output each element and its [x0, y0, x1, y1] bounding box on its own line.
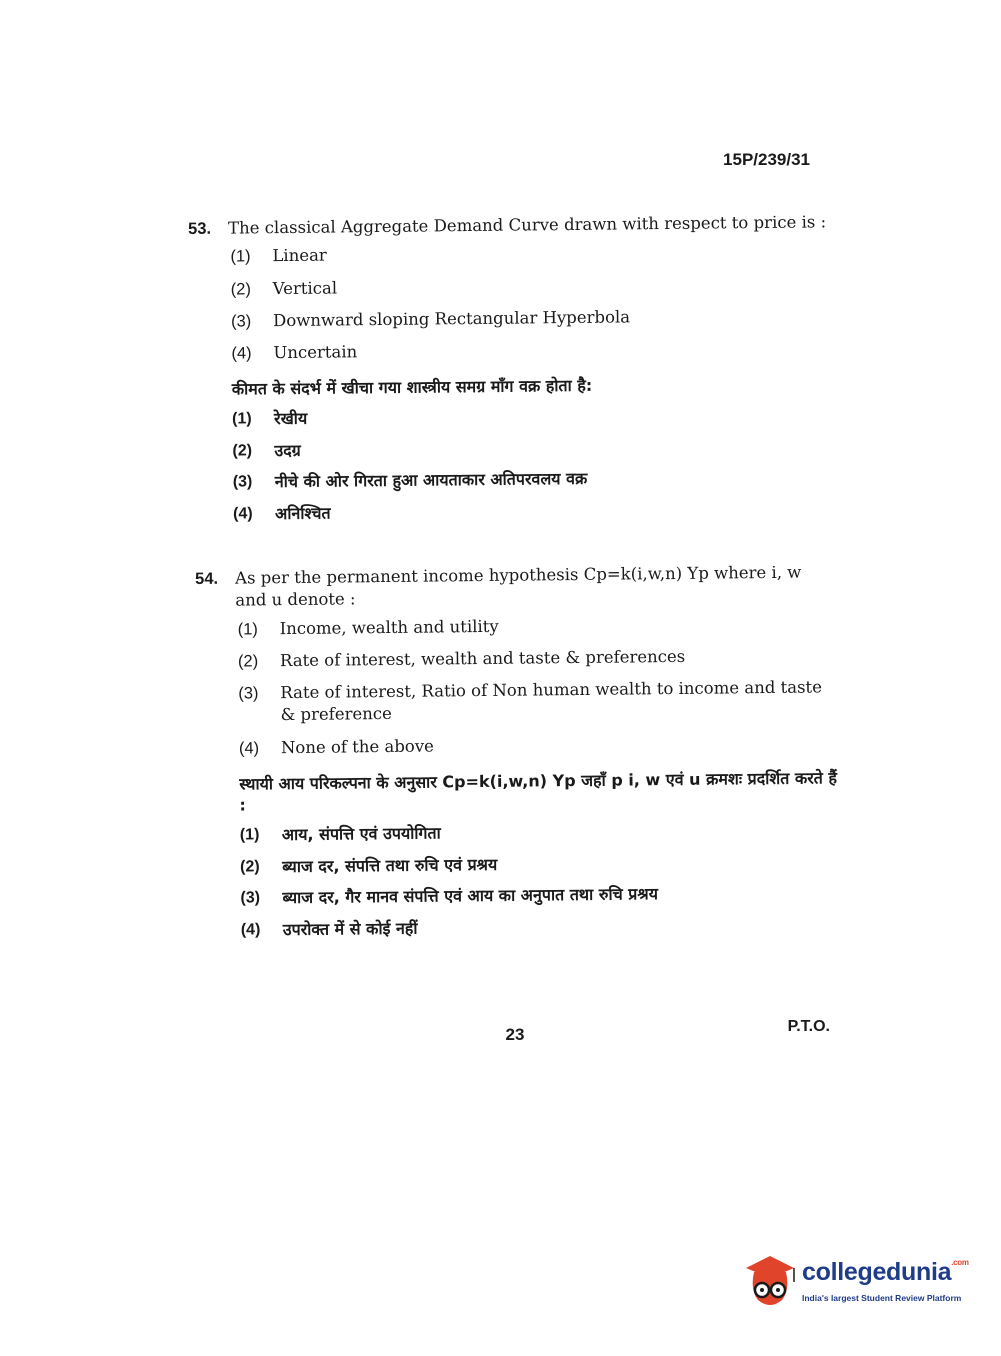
- option-number: (4): [233, 505, 253, 523]
- hindi-option-list: [198, 818, 839, 941]
- hindi-option-item: [232, 402, 830, 430]
- option-number: (3): [232, 473, 253, 491]
- option-number: (2): [232, 441, 253, 460]
- option-number: (3): [238, 684, 259, 703]
- option-text: Rate of interest, wealth and taste & preferences: [279, 646, 686, 670]
- question-text: As per the permanent income hypothesis Cp=k(i,w,n) Yp where i, w and u denote :: [235, 562, 802, 610]
- hindi-question-text: कीमत के संदर्भ में खीचा गया शास्त्रीय समग्र माँग वक्र होता है:: [231, 376, 593, 399]
- option-item: [231, 304, 829, 333]
- option-text: उपरोक्त में से कोई नहीं: [282, 918, 418, 939]
- collegedunia-logo: [740, 1250, 970, 1315]
- option-number: (1): [230, 247, 251, 266]
- option-list: [196, 612, 837, 760]
- page-number: 23: [505, 1025, 525, 1044]
- option-number: (1): [232, 410, 252, 428]
- brand-tagline: India's largest Student Review Platform: [802, 1293, 962, 1303]
- paper-code: 15P/239/31: [723, 150, 810, 169]
- option-text: ब्याज दर, गैर मानव संपत्ति एवं आय का अनुपात तथा रुचि प्रश्रय: [282, 884, 659, 908]
- option-item: [238, 644, 836, 673]
- option-text: रेखीय: [274, 408, 308, 429]
- option-number: (4): [240, 921, 261, 939]
- hindi-option-item: [232, 434, 830, 462]
- brand-suffix: .com: [951, 1258, 969, 1267]
- option-text: None of the above: [280, 736, 434, 757]
- option-text: ब्याज दर, संपत्ति तथा रुचि एवं प्रश्रय: [282, 854, 498, 876]
- option-list: [188, 240, 829, 366]
- hindi-option-item: [233, 465, 831, 493]
- question-54: [195, 561, 839, 951]
- option-number: (2): [230, 279, 252, 299]
- option-text: Uncertain: [273, 342, 358, 363]
- question-number: 54.: [195, 569, 219, 588]
- option-item: [238, 612, 836, 641]
- hindi-option-list: [190, 402, 831, 525]
- option-text: नीचे की ओर गिरता हुआ आयताकार अतिपरवलय वक्र: [274, 468, 588, 492]
- option-text: Vertical: [272, 277, 338, 298]
- option-number: (4): [238, 738, 260, 758]
- question-number: 53.: [188, 219, 212, 238]
- option-number: (3): [240, 889, 261, 907]
- option-text: अनिश्चित: [274, 503, 331, 523]
- graduate-mascot-icon: [740, 1250, 798, 1312]
- option-item: [230, 240, 828, 269]
- option-text: Rate of interest, Ratio of Non human wealth to income and taste & preference: [280, 677, 823, 725]
- option-text: Income, wealth and utility: [279, 616, 499, 638]
- option-number: (2): [240, 857, 260, 876]
- option-item: [231, 272, 829, 301]
- option-item: [231, 336, 829, 365]
- option-number: (1): [239, 826, 260, 844]
- option-number: (4): [231, 344, 252, 363]
- option-number: (2): [237, 652, 259, 671]
- option-text: Linear: [272, 245, 327, 266]
- brand-name: [802, 1258, 969, 1287]
- hindi-option-item: [233, 497, 831, 525]
- option-text: Downward sloping Rectangular Hyperbola: [272, 307, 631, 330]
- hindi-option-item: [240, 818, 838, 846]
- option-text: आय, संपत्ति एवं उपयोगिता: [281, 823, 441, 845]
- option-item: [239, 731, 837, 760]
- question-text: The classical Aggregate Demand Curve drawn with respect to price is :: [228, 212, 827, 238]
- option-number: (1): [237, 619, 258, 639]
- hindi-option-item: [240, 850, 838, 878]
- hindi-option-item: [240, 882, 838, 910]
- question-53: [188, 211, 831, 535]
- please-turn-over: P.T.O.: [787, 1018, 830, 1035]
- option-text: उदग्र: [274, 440, 301, 460]
- hindi-option-item: [241, 913, 839, 941]
- brand-text: collegedunia: [802, 1258, 952, 1286]
- option-number: (3): [230, 312, 252, 331]
- hindi-question-text: स्थायी आय परिकल्पना के अनुसार Cp=k(i,w,n) Yp जहाँ p i, w एवं u क्रमशः प्रदर्शित करते हैं :: [239, 768, 838, 815]
- option-item: [238, 676, 836, 727]
